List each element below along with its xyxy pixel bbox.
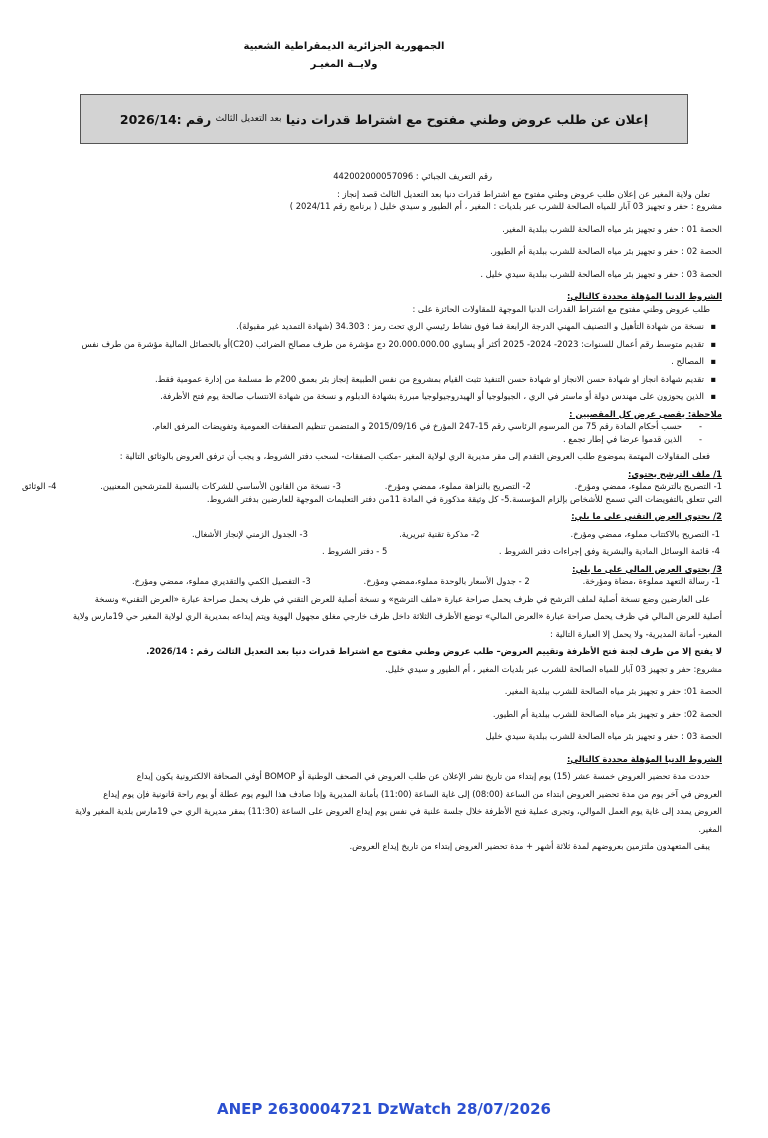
candidacy-item-2: 2- التصريح بالنزاهة مملوء، ممضي ومؤرخ. [384, 481, 531, 491]
technical-item-1: 1- التصريح بالاكتتاب مملوء، ممضي ومؤرخ. [570, 528, 720, 539]
min-conditions-intro: طلب عروض وطني مفتوح مع اشتراط القدرات الدنيا الموجهة للمقاولات الحائزة على : [412, 303, 710, 314]
financial-item-3: 3- التفصيل الكمي والتقديري مملوء، ممضي ومؤرخ. [132, 576, 311, 586]
title-main: إعلان عن طلب عروض وطني مفتوح مع اشتراط قدرات دنيا [285, 111, 649, 127]
lot-2: الحصة 02 : حفر و تجهيز بئر مياه الصالحة للشرب ببلدية أم الطيور. [490, 246, 722, 256]
wilaya-header: ولايــة المغيـر [310, 59, 378, 70]
tax-id: رقم التعريف الجبائي : 442002000057096 [333, 171, 492, 181]
candidacy-row-2 [22, 493, 722, 506]
submission-lot-3: الحصة 03 : حفر و تجهيز بئر مياه الصالحة للشرب ببلدية سيدي خليل [485, 731, 722, 741]
intro-text: تعلن ولاية المغير عن إعلان طلب عروض وطني مفتوح مع اشتراط قدرات دنيا بعد التعديل الثالث قصد إنجاز : [337, 188, 710, 199]
candidacy-heading: 1/ ملف الترشح يحتوي: [627, 468, 722, 479]
candidacy-item-4b: التي تتعلق بالتفويضات التي تسمح للأشخاص بإلزام المؤسسة. [509, 493, 722, 504]
financial-row [22, 575, 722, 588]
invite-text: فعلى المقاولات المهتمة بموضوع طلب العروض التقدم إلى مقر مديرية الري لولاية المغير -مكتب الصفقات- لسحب دفتر الشروط، و يجب أن ترفق العروض بالوثائق التالية : [119, 451, 710, 461]
title-amend: بعد التعديل الثالث [215, 114, 282, 124]
min-condition-1: ▪ نسخة من شهادة التأهيل و التصنيف المهني الدرجة الرابعة فما فوق نشاط رئيسي الري تحت رمز : 34.303 (شهادة التمديد غير مقبولة). [22, 320, 722, 333]
announcement-body [0, 144, 768, 853]
min-condition-4: ▪ الذين يحوزون على مهندس دولة أو ماستر في الري ، الجيولوجيا أو الهيدروجيولوجيا مبررة بشهادة الدبلوم و نسخة من شهادة الانتساب صالحة يوم فتح الأظرفة. [22, 390, 722, 403]
candidacy-row-1 [22, 480, 722, 493]
financial-item-2: 2 - جدول الأسعار بالوحدة مملوء،ممضي ومؤرخ. [363, 576, 530, 586]
financial-item-1: 1- رسالة التعهد مملوءة ،مضاة ومؤرخة. [582, 576, 720, 586]
technical-row-2 [22, 545, 722, 558]
lot-3: الحصة 03 : حفر و تجهيز بئر مياه الصالحة للشرب ببلدية سيدي خليل . [480, 268, 722, 279]
submission-line-1: على العارضين وضع نسخة أصلية لملف الترشح في ظرف يحمل صراحة عبارة «ملف الترشح» و نسخة أصلية للعرض التقني في ظرف يحمل صراحة عبارة «العرض التقني» ونسخة [94, 593, 710, 604]
technical-item-4: 4- قائمة الوسائل المادية والبشرية وفق إجراءات دفتر الشروط . [498, 546, 720, 556]
submission-envelope-text: لا يفتح إلا من طرف لجنة فتح الأظرفة وتقييم العروض– طلب عروض وطني مفتوح مع اشتراط قدرات دنيا بعد التعديل الثالث رقم : 2026/14. [146, 646, 722, 656]
deadline-heading: الشروط الدنيا المؤهلة محددة كالتالي: [566, 753, 722, 764]
technical-item-2: 2- مذكرة تقنية تبريرية. [399, 528, 480, 539]
submission-lot-2: الحصة 02: حفر و تجهيز بئر مياه الصالحة للشرب ببلدية أم الطيور. [492, 708, 722, 719]
anep-footer: ANEP 2630004721 DzWatch 28/07/2026 [217, 1100, 551, 1118]
min-conditions-heading: الشروط الدنيا المؤهلة محددة كالتالي: [566, 291, 722, 301]
financial-heading: 3/ يحتوي العرض المالي على ما يلي: [572, 563, 722, 574]
note-heading: ملاحظة: يقصى عرض كل المقصيين : [569, 408, 722, 419]
candidacy-item-5: 5- كل وثيقة مذكورة في المادة 11من دفتر التعليمات الموجهة للعارضين بدفتر الشروط. [206, 493, 510, 504]
title-number: رقم :2026/14 [119, 111, 212, 127]
deadline-line-1: حددت مدة تحضير العروض خمسة عشر (15) يوم إبتداء من تاريخ نشر الإعلان عن طلب العروض في الصحف الوطنية أو BOMOP أوفي الصحافة الالكترونية يكون إيداع [136, 771, 710, 781]
republic-header: الجمهورية الجزائرية الديمقراطية الشعبية [243, 41, 445, 52]
submission-line-3: المغير- أمانة المديرية- ولا يحمل إلا العبارة التالية : [550, 628, 722, 639]
technical-row-1 [22, 528, 722, 541]
project-text: مشروع : حفر و تجهيز 03 آبار للمياه الصالحة للشرب عبر بلديات : المغير ، أم الطيور و سيدي خليل ( برنامج رقم 2024/11 ) [289, 201, 722, 211]
deadline-line-5: يبقى المتعهدون ملتزمين بعروضهم لمدة ثلاثة أشهر + مدة تحضير العروض إبتداء من تاريخ إيداع العروض. [349, 841, 710, 851]
technical-item-5: 5 - دفتر الشروط . [322, 546, 388, 556]
min-condition-3: ▪ تقديم شهادة انجاز او شهادة حسن الانجاز او شهادة حسن التنفيذ تثبت القيام بمشروع من نفس الطبيعة إنجاز بئر بعمق 200م ط مسلمة من إدارة عمومية فقط. [22, 373, 722, 386]
submission-lot-1: الحصة 01: حفر و تجهيز بئر مياه الصالحة للشرب ببلدية المغير. [504, 686, 722, 696]
min-condition-2: ▪ تقديم متوسط رقم أعمال للسنوات: 2023- 2024- 2025 أكثر أو يساوي 20.000.000.00 دج مؤشرة من طرف مصالح الضرائب (C20)أو بالحصائل المالية مؤشرة من طرف نفس [22, 338, 722, 351]
title-box [80, 94, 688, 144]
deadline-line-3: العروض يمدد إلى غاية يوم العمل الموالي، وتجرى عملية فتح الأظرفة خلال جلسة علنية في نفس يوم إيداع العروض على الساعة (11:30) بمقر مديرية الري حي 19مارس بلدية المغير ولاية [74, 806, 722, 816]
technical-item-3: 3- الجدول الزمني لإنجاز الأشغال. [192, 528, 308, 539]
note-item-1: - حسب أحكام المادة رقم 75 من المرسوم الرئاسي رقم 15-247 المؤرخ في 2015/09/16 و المتضمن تنظيم الصفقات العمومية وتفويضات المرفق العام. [22, 420, 722, 433]
candidacy-item-3: 3- نسخة من القانون الأساسي للشركات بالنسبة للمترشحين المعنيين. [100, 481, 341, 491]
min-condition-2-cont: ▪ المصالح . [22, 355, 722, 368]
submission-project: مشروع: حفر و تجهيز 03 آبار للمياه الصالحة للشرب عبر بلديات المغير ، أم الطيور و سيدي خليل. [385, 663, 722, 674]
candidacy-item-4: 4- الوثائق [22, 481, 57, 491]
submission-line-2: أصلية للعرض المالي في ظرف يحمل صراحة عبارة «العرض المالي» توضع الأظرف الثلاثة داخل ظرف خارجي مغلق مجهول الهوية ويتم إيداعه بمديرية الري لولاية المغير حي 19مارس ولاية [72, 611, 722, 621]
technical-heading: 2/ يحتوي العرض التقني على ما يلي: [571, 511, 722, 521]
deadline-line-2: العروض في آخر يوم من مدة تحضير العروض ابتداء من الساعة (08:00) إلى غاية الساعة (11:00) بأمانة المديرية وإذا صادف هذا اليوم يوم عطلة أو يوم راحة قانونية فإن يوم إيداع [103, 788, 722, 799]
candidacy-item-1: 1- التصريح بالترشح مملوء، ممضي ومؤرخ. [574, 481, 722, 491]
lot-1: الحصة 01 : حفر و تجهيز بئر مياه الصالحة للشرب ببلدية المغير. [502, 223, 722, 234]
deadline-line-4: المغير. [698, 823, 722, 834]
note-item-2: - الذين قدموا عرضا في إطار تجمع . [22, 433, 722, 446]
